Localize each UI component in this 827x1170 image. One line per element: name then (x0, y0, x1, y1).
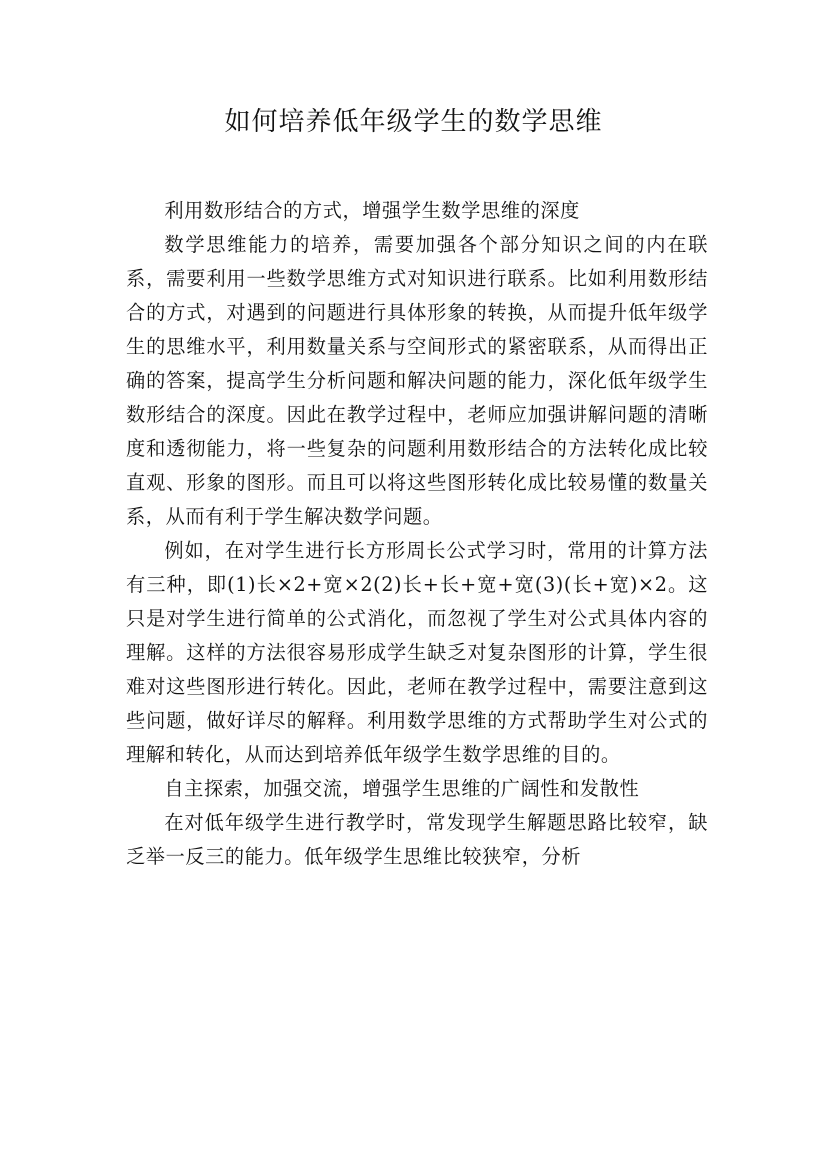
body-paragraph-3: 在对低年级学生进行教学时，常发现学生解题思路比较窄，缺乏举一反三的能力。低年级学生思维比较狭窄，分析 (126, 811, 708, 868)
section-heading-2: 自主探索，加强交流，增强学生思维的广阔性和发散性 (164, 777, 640, 800)
body-paragraph-1: 数学思维能力的培养，需要加强各个部分知识之间的内在联系，需要利用一些数学思维方式对知识进行联系。比如利用数形结合的方式，对遇到的问题进行具体形象的转换，从而提升低年级学生的思维水平，利用数量关系与空间形式的紧密联系，从而得出正确的答案，提高学生分析问题和解决问题的能力，深化低年级学生数形结合的深度。因此在教学过程中，老师应加强讲解问题的清晰度和透彻能力，将一些复杂的问题利用数形结合的方法转化成比较直观、形象的图形。而且可以将这些图形转化成比较易懂的数量关系，从而有利于学生解决数学问题。 (126, 233, 708, 528)
document-body (126, 194, 708, 874)
document-title: 如何培养低年级学生的数学思维 (224, 107, 603, 137)
body-paragraph-2: 例如，在对学生进行长方形周长公式学习时，常用的计算方法有三种，即(1)长×2+宽×2(2)长+长+宽+宽(3)(长+宽)×2。这只是对学生进行简单的公式消化，而忽视了学生对公式具体内容的理解。这样的方法很容易形成学生缺乏对复杂图形的计算，学生很难对这些图形进行转化。因此，老师在教学过程中，需要注意到这些问题，做好详尽的解释。利用数学思维的方式帮助学生对公式的理解和转化，从而达到培养低年级学生数学思维的目的。 (126, 539, 708, 766)
section-heading-1: 利用数形结合的方式，增强学生数学思维的深度 (164, 199, 580, 222)
